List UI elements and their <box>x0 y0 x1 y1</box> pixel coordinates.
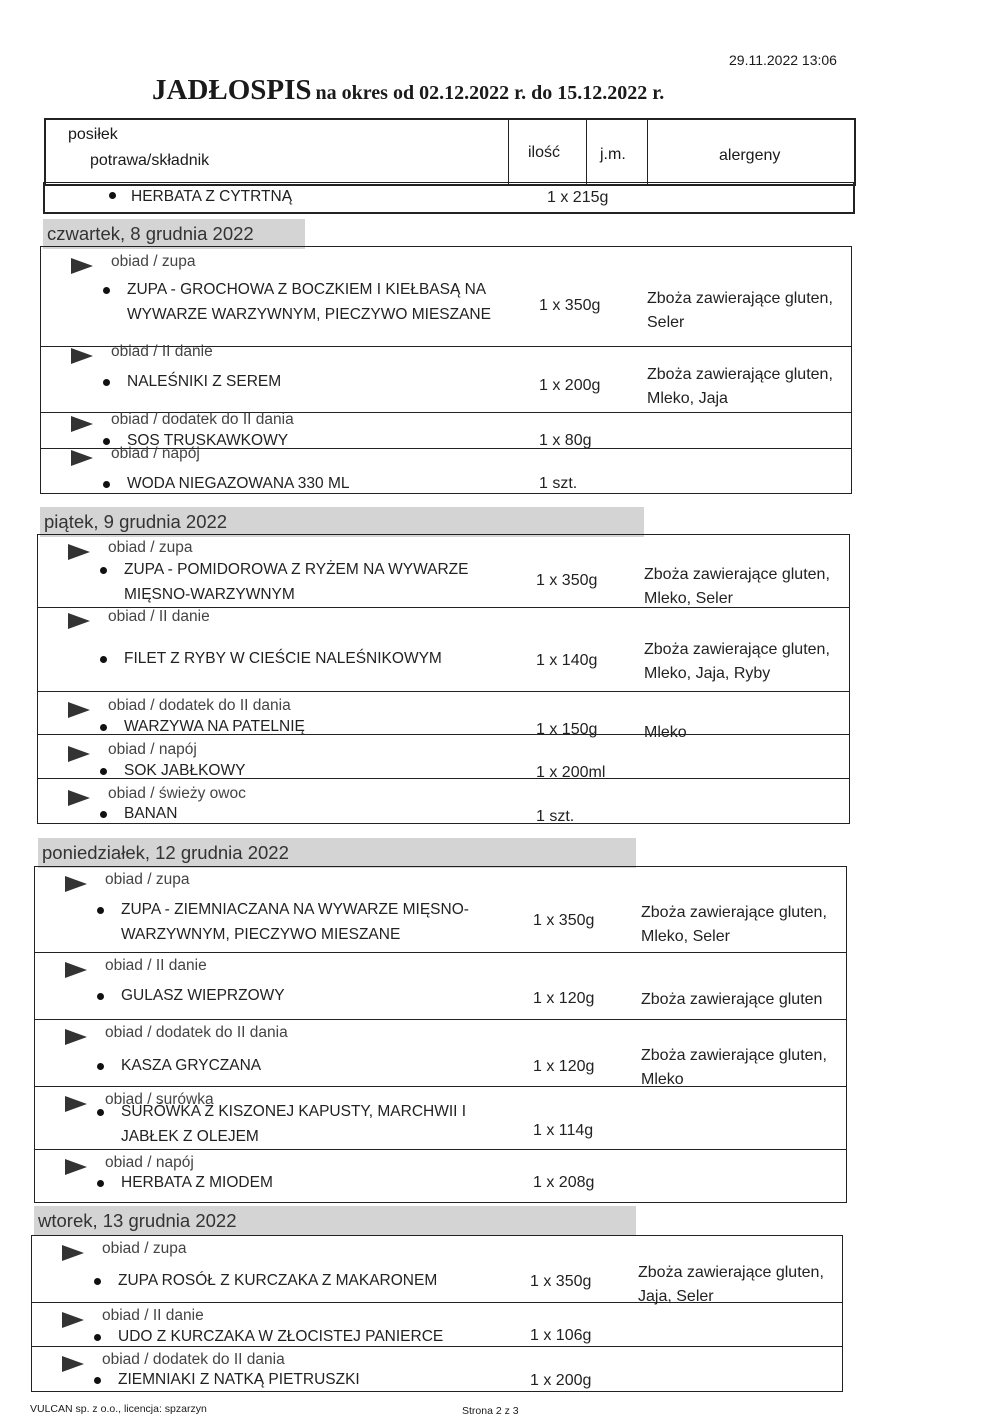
dish-qty: 1 x 350g <box>533 912 595 929</box>
meal-category-label: obiad / II danie <box>105 957 207 974</box>
dish-qty: 1 x 200g <box>530 1372 592 1389</box>
dish-qty: 1 x 350g <box>539 297 601 314</box>
meal-category-label: obiad / dodatek do II dania <box>111 411 294 428</box>
dish-name: FILET Z RYBY W CIEŚCIE NALEŚNIKOWYM <box>124 650 442 667</box>
dish-qty: 1 x 150g <box>536 721 598 738</box>
bullet-icon <box>103 438 110 445</box>
meal-category-label: obiad / dodatek do II dania <box>105 1024 288 1041</box>
dish-qty: 1 x 215g <box>547 189 609 206</box>
dish-name: SURÓWKA Z KISZONEJ KAPUSTY, MARCHWII I JABŁEK Z OLEJEM <box>121 1103 467 1145</box>
meal-category-label: obiad / dodatek do II dania <box>108 697 291 714</box>
dish-qty: 1 szt. <box>539 475 578 492</box>
dish-name: ZUPA - ZIEMNIACZANA NA WYWARZE MIĘSNO-WARZYWNYM, PIECZYWO MIESZANE <box>121 901 469 943</box>
dish-allergens: Zboża zawierające gluten, Seler <box>647 290 833 331</box>
play-arrow-icon <box>68 544 90 560</box>
dish-allergens: Zboża zawierające gluten <box>641 991 823 1008</box>
meal-category-label: obiad / napój <box>111 445 200 462</box>
meal-category-label: obiad / surówka <box>105 1091 214 1108</box>
day-heading: poniedziałek, 12 grudnia 2022 <box>38 838 636 868</box>
header-unit: j.m. <box>600 146 626 163</box>
header-qty: ilość <box>528 144 561 161</box>
dish-name: SOK JABŁKOWY <box>124 762 246 779</box>
dish-name: WODA NIEGAZOWANA 330 ML <box>127 475 350 492</box>
header-allergens: alergeny <box>719 147 781 164</box>
meal-category-label: obiad / dodatek do II dania <box>102 1351 285 1368</box>
play-arrow-icon <box>68 613 90 629</box>
table-row <box>40 445 852 494</box>
table-row <box>31 1303 843 1347</box>
dish-allergens: Zboża zawierające gluten, Mleko, Jaja <box>647 366 833 407</box>
dish-name: ZUPA - GROCHOWA Z BOCZKIEM I KIEŁBASĄ NA WYWARZE WARZYWNYM, PIECZYWO MIESZANE <box>127 281 491 323</box>
meal-category-label: obiad / napój <box>108 741 197 758</box>
play-arrow-icon <box>62 1245 84 1261</box>
bullet-icon <box>100 656 107 663</box>
dish-qty: 1 x 114g <box>533 1122 594 1139</box>
column-divider <box>647 120 648 184</box>
dish-name: ZIEMNIAKI Z NATKĄ PIETRUSZKI <box>118 1371 360 1388</box>
dish-qty: 1 x 120g <box>533 990 595 1007</box>
title-range: na okres od 02.12.2022 r. do 15.12.2022 r. <box>315 82 665 104</box>
column-divider <box>508 120 509 184</box>
play-arrow-icon <box>62 1356 84 1372</box>
play-arrow-icon <box>65 1096 87 1112</box>
table-row <box>43 182 855 214</box>
meal-category-label: obiad / II danie <box>111 343 213 360</box>
dish-qty: 1 x 208g <box>533 1174 595 1191</box>
bullet-icon <box>100 811 107 818</box>
bullet-icon <box>100 567 107 574</box>
dish-name: KASZA GRYCZANA <box>121 1057 262 1074</box>
bullet-icon <box>94 1334 101 1341</box>
play-arrow-icon <box>71 416 93 432</box>
meal-category-label: obiad / napój <box>105 1154 194 1171</box>
bullet-icon <box>109 192 116 199</box>
bullet-icon <box>103 481 110 488</box>
day-heading: piątek, 9 grudnia 2022 <box>40 507 644 537</box>
table-header <box>44 118 856 186</box>
table-row <box>40 343 852 413</box>
dish-qty: 1 x 140g <box>536 652 598 669</box>
dish-name: WARZYWA NA PATELNIĘ <box>124 718 305 735</box>
table-row <box>37 608 850 692</box>
dish-name: SOS TRUSKAWKOWY <box>127 432 289 449</box>
table-row <box>37 692 850 741</box>
bullet-icon <box>97 993 104 1000</box>
table-row <box>31 1235 843 1303</box>
dish-allergens: Zboża zawierające gluten, Mleko, Seler <box>644 566 830 607</box>
bullet-icon <box>100 768 107 775</box>
bullet-icon <box>97 1063 104 1070</box>
dish-name: UDO Z KURCZAKA W ZŁOCISTEJ PANIERCE <box>118 1328 444 1345</box>
table-row <box>37 735 850 779</box>
table-row <box>31 1347 843 1392</box>
dish-qty: 1 x 106g <box>530 1327 592 1344</box>
page-title <box>152 74 664 107</box>
footer-license: VULCAN sp. z o.o., licencja: spzarzyn <box>30 1403 207 1415</box>
table-row <box>34 866 847 953</box>
table-row <box>34 1020 847 1087</box>
dish-qty: 1 x 350g <box>536 572 598 589</box>
bullet-icon <box>97 907 104 914</box>
dish-allergens: Zboża zawierające gluten, Mleko, Jaja, Ryby <box>644 641 830 682</box>
meal-category-label: obiad / świeży owoc <box>108 785 246 802</box>
dish-allergens: Zboża zawierające gluten, Jaja, Seler <box>638 1264 824 1305</box>
meal-category-label: obiad / zupa <box>108 539 193 556</box>
bullet-icon <box>94 1278 101 1285</box>
dish-name: BANAN <box>124 805 178 822</box>
bullet-icon <box>94 1377 101 1384</box>
bullet-icon <box>97 1109 104 1116</box>
meal-category-label: obiad / II danie <box>102 1307 204 1324</box>
play-arrow-icon <box>65 962 87 978</box>
meal-category-label: obiad / zupa <box>111 253 196 270</box>
dish-qty: 1 x 120g <box>533 1058 595 1075</box>
table-row <box>37 779 850 824</box>
bullet-icon <box>103 287 110 294</box>
play-arrow-icon <box>68 746 90 762</box>
table-row <box>40 246 852 347</box>
table-row <box>37 534 850 608</box>
dish-allergens: Mleko <box>644 724 687 741</box>
bullet-icon <box>97 1180 104 1187</box>
day-heading: czwartek, 8 grudnia 2022 <box>43 219 305 249</box>
dish-qty: 1 x 350g <box>530 1273 592 1290</box>
dish-name: NALEŚNIKI Z SEREM <box>127 373 282 390</box>
footer-page-number: Strona 2 z 3 <box>462 1405 519 1417</box>
header-meal: posiłek <box>68 126 118 143</box>
table-row <box>34 1150 847 1203</box>
play-arrow-icon <box>65 1029 87 1045</box>
play-arrow-icon <box>65 876 87 892</box>
dish-name: GULASZ WIEPRZOWY <box>121 987 285 1004</box>
meal-category-label: obiad / zupa <box>105 871 190 888</box>
dish-qty: 1 szt. <box>536 808 575 825</box>
meal-category-label: obiad / II danie <box>108 608 210 625</box>
bullet-icon <box>100 724 107 731</box>
dish-qty: 1 x 200g <box>539 377 601 394</box>
play-arrow-icon <box>71 348 93 364</box>
dish-allergens: Zboża zawierające gluten, Mleko <box>641 1047 827 1088</box>
dish-qty: 1 x 200ml <box>536 764 606 781</box>
bullet-icon <box>103 379 110 386</box>
table-row <box>40 413 852 449</box>
dish-allergens: Zboża zawierające gluten, Mleko, Seler <box>641 904 827 945</box>
title-main: JADŁOSPIS <box>152 74 312 106</box>
meal-category-label: obiad / zupa <box>102 1240 187 1257</box>
play-arrow-icon <box>71 450 93 466</box>
table-row <box>34 953 847 1020</box>
table-row <box>34 1087 847 1150</box>
print-timestamp: 29.11.2022 13:06 <box>729 52 837 68</box>
header-dish: potrawa/składnik <box>90 152 210 169</box>
dish-name: ZUPA ROSÓŁ Z KURCZAKA Z MAKARONEM <box>118 1272 438 1289</box>
play-arrow-icon <box>68 702 90 718</box>
column-divider <box>586 120 587 184</box>
dish-name: ZUPA - POMIDOROWA Z RYŻEM NA WYWARZE MIĘSNO-WARZYWNYM <box>124 561 469 603</box>
play-arrow-icon <box>68 790 90 806</box>
play-arrow-icon <box>65 1159 87 1175</box>
dish-name: HERBATA Z MIODEM <box>121 1174 273 1191</box>
play-arrow-icon <box>62 1312 84 1328</box>
dish-name: HERBATA Z CYTRTNĄ <box>131 188 293 205</box>
play-arrow-icon <box>71 258 93 274</box>
dish-qty: 1 x 80g <box>539 432 592 449</box>
day-heading: wtorek, 13 grudnia 2022 <box>34 1206 636 1236</box>
